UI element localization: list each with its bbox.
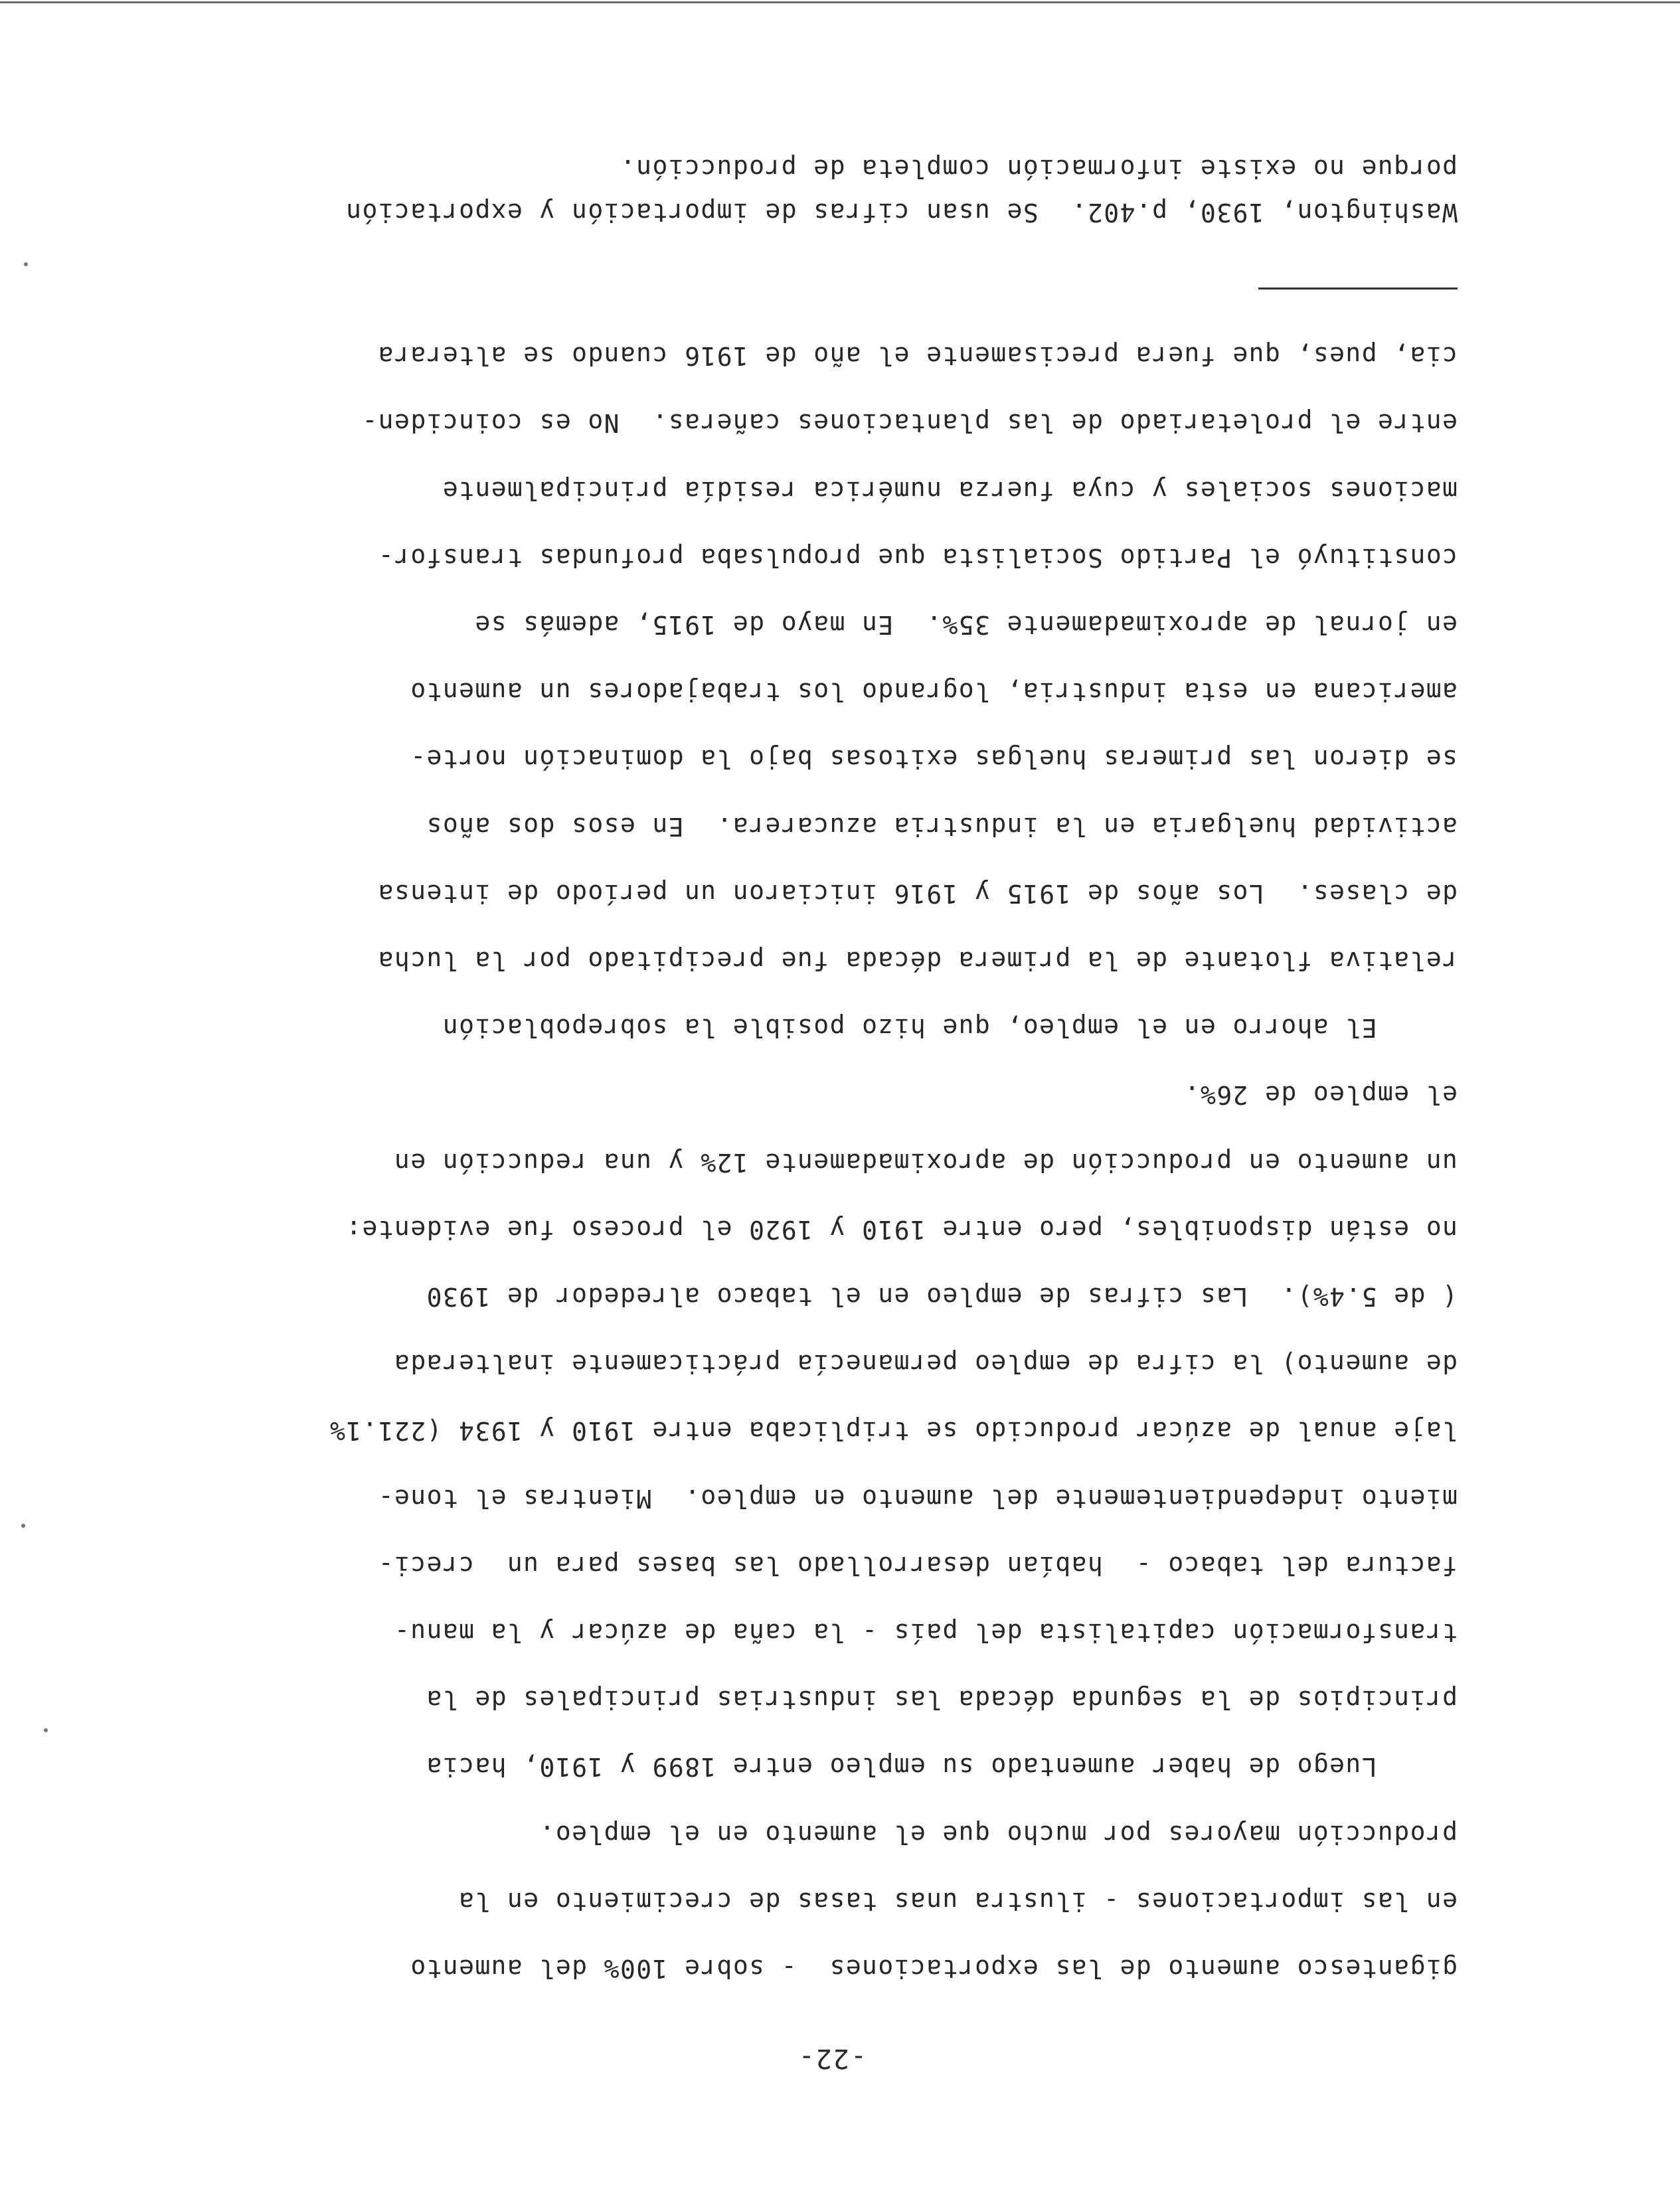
body-line: entre el proletariado de las plantaciones cañeras. No es coinciden- <box>361 408 1458 438</box>
body-line: transformación capitalista del país - la caña de azúcar y la manu- <box>393 1618 1458 1647</box>
body-line: en jornal de aproximadamente 35%. En mayo de 1915, además se <box>474 610 1458 639</box>
body-line: un aumento en producción de aproximadamente 12% y una reducción en <box>393 1147 1458 1177</box>
body-line: en las importaciones - ilustra unas tasas de crecimiento en la <box>458 1886 1458 1916</box>
body-line: cia, pues, que fuera precisamente el año de 1916 cuando se alterara <box>377 341 1458 371</box>
body-line: gigantesco aumento de las exportaciones - sobre 100% del aumento <box>409 1954 1458 1983</box>
body-line: laje anual de azúcar producido se triplicaba entre 1910 y 1934 (221.1% <box>329 1416 1458 1446</box>
body-line: ( de 5.4%). Las cifras de empleo en el tabaco alrededor de 1930 <box>426 1282 1458 1311</box>
body-line: miento independientemente del aumento en empleo. Mientras el tone- <box>377 1483 1458 1513</box>
body-line: americana en esta industria, logrando los trabajadores un aumento <box>409 677 1458 707</box>
footnote-line: porque no existe información completa de producción. <box>619 154 1458 183</box>
body-line: El ahorro en el empleo, que hizo posible la sobrepoblación <box>442 1013 1458 1043</box>
body-line: el empleo de 26%. <box>1183 1080 1458 1110</box>
body-line: maciones sociales y cuya fuerza numérica residía principalmente <box>442 475 1458 505</box>
body-line: de clases. Los años de 1915 y 1916 iniciaron un período de intensa <box>377 878 1458 908</box>
page-edge-line <box>0 1 1680 3</box>
footnote-separator <box>1258 287 1458 289</box>
body-line: de aumento) la cifra de empleo permanecía prácticamente inalterada <box>393 1349 1458 1379</box>
body-line: relativa flotante de la primera década fue precipitado por la lucha <box>377 946 1458 975</box>
body-line: principios de la segunda década las industrias principales de la <box>426 1685 1458 1715</box>
body-line: constituyó el Partido Socialista que propulsaba profundas transfor- <box>377 542 1458 572</box>
scan-speck <box>24 262 28 266</box>
body-line: actividad huelgaria en la industria azucarera. En esos dos años <box>426 811 1458 841</box>
body-line: factura del tabaco - habían desarrollado las bases para un creci- <box>377 1550 1458 1580</box>
page-number: -22- <box>797 2043 867 2074</box>
scan-speck <box>21 1524 25 1528</box>
body-line: producción mayores por mucho que el aumento en el empleo. <box>539 1819 1458 1849</box>
footnote-line: Washington, 1930, p.402. Se usan cifras de importación y exportación <box>345 198 1458 227</box>
body-line: se dieron las primeras huelgas exitosas bajo la dominación norte- <box>409 744 1458 774</box>
body-line: no están disponibles, pero entre 1910 y 1920 el proceso fue evidente: <box>345 1214 1458 1244</box>
scan-speck <box>44 1728 48 1732</box>
body-line: Luego de haber aumentado su empleo entre 1899 y 1910, hacia <box>426 1752 1458 1782</box>
